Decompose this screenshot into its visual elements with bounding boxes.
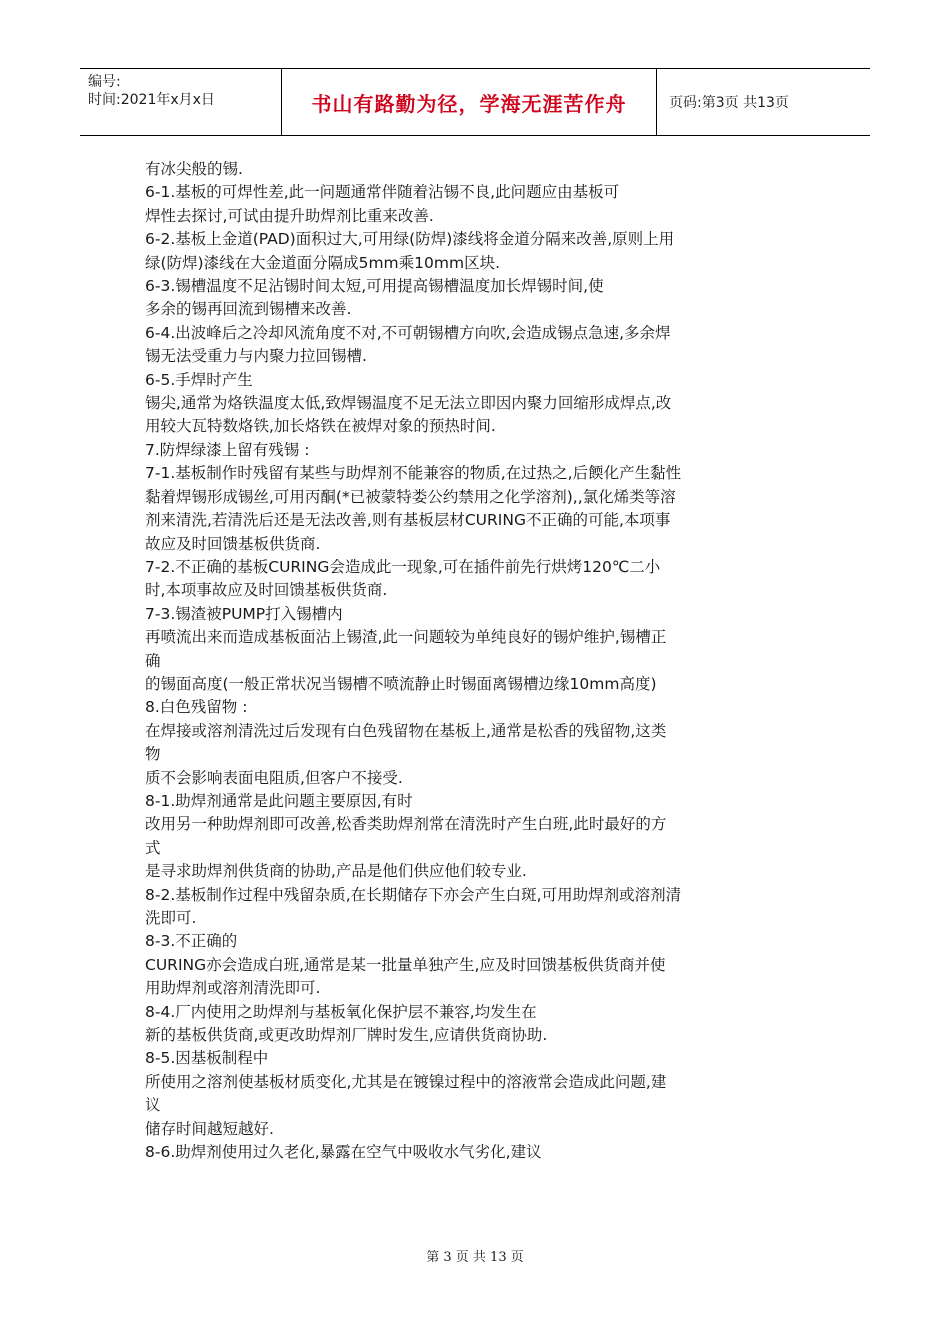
body-line: 绿(防焊)漆线在大金道面分隔成5mm乘10mm区块. bbox=[145, 253, 501, 272]
body-line: 洗即可. bbox=[145, 909, 197, 927]
body-line: 多余的锡再回流到锡槽来改善. bbox=[145, 300, 352, 319]
body-line: 在焊接或溶剂清洗过后发现有白色残留物在基板上,通常是松香的残留物,这类 bbox=[145, 721, 667, 740]
body-line: CURING亦会造成白班,通常是某一批量单独产生,应及时回馈基板供货商并使 bbox=[145, 955, 666, 974]
document-body bbox=[145, 158, 825, 1164]
body-line: 时,本项事故应及时回馈基板供货商. bbox=[145, 581, 388, 600]
body-line: 焊性去探讨,可试由提升助焊剂比重来改善. bbox=[145, 206, 434, 225]
body-line: 议 bbox=[145, 1096, 161, 1115]
body-line: 8-1.助焊剂通常是此问题主要原因,有时 bbox=[145, 791, 413, 810]
header-page-info: 页码:第3页 共13页 bbox=[669, 95, 789, 111]
page-header bbox=[80, 68, 870, 136]
body-line: 改用另一种助焊剂即可改善,松香类助焊剂常在清洗时产生白班,此时最好的方 bbox=[145, 815, 667, 834]
body-line: 用较大瓦特数烙铁,加长烙铁在被焊对象的预热时间. bbox=[145, 417, 496, 436]
body-line: 8-6.助焊剂使用过久老化,暴露在空气中吸收水气劣化,建议 bbox=[145, 1143, 542, 1162]
body-line: 6-2.基板上金道(PAD)面积过大,可用绿(防焊)漆线将金道分隔来改善,原则上用 bbox=[145, 230, 675, 249]
body-line: 锡尖,通常为烙铁温度太低,致焊锡温度不足无法立即因内聚力回缩形成焊点,改 bbox=[145, 394, 672, 413]
document-date: 时间:2021年x月x日 bbox=[88, 92, 215, 108]
body-line: 用助焊剂或溶剂清洗即可. bbox=[145, 979, 321, 998]
header-meta bbox=[80, 69, 282, 135]
body-line: 6-1.基板的可焊性差,此一问题通常伴随着沾锡不良,此问题应由基板可 bbox=[145, 183, 620, 202]
page-footer: 第 3 页 共 13 页 bbox=[426, 1250, 524, 1265]
body-line: 所使用之溶剂使基板材质变化,尤其是在镀镍过程中的溶液常会造成此问题,建 bbox=[145, 1072, 667, 1091]
body-line: 6-3.锡槽温度不足沾锡时间太短,可用提高锡槽温度加长焊锡时间,使 bbox=[145, 277, 604, 296]
body-line: 式 bbox=[145, 838, 161, 857]
body-line: 物 bbox=[145, 745, 161, 764]
body-line: 8-4.厂内使用之助焊剂与基板氧化保护层不兼容,均发生在 bbox=[145, 1002, 537, 1021]
body-line: 8-5.因基板制程中 bbox=[145, 1049, 269, 1068]
body-line: 故应及时回馈基板供货商. bbox=[145, 534, 321, 553]
body-line: 7-3.锡渣被PUMP打入锡槽内 bbox=[145, 604, 343, 623]
body-line: 再喷流出来而造成基板面沾上锡渣,此一问题较为单纯良好的锡炉维护,锡槽正 bbox=[145, 628, 667, 647]
body-line: 7.防焊绿漆上留有残锡 : bbox=[145, 440, 310, 459]
body-line: 7-2.不正确的基板CURING会造成此一现象,可在插件前先行烘烤120℃二小 bbox=[145, 557, 661, 576]
body-line: 质不会影响表面电阻质,但客户不接受. bbox=[145, 768, 403, 787]
body-line: 6-4.出波峰后之冷却风流角度不对,不可朝锡槽方向吹,会造成锡点急速,多余焊 bbox=[145, 323, 671, 342]
body-line: 锡无法受重力与内聚力拉回锡槽. bbox=[145, 347, 367, 366]
body-line: 6-5.手焊时产生 bbox=[145, 370, 253, 389]
body-line: 剂来清洗,若清洗后还是无法改善,则有基板层材CURING不正确的可能,本项事 bbox=[145, 511, 671, 530]
body-line: 储存时间越短越好. bbox=[145, 1119, 274, 1138]
body-line: 的锡面高度(一般正常状况当锡槽不喷流静止时锡面离锡槽边缘10mm高度) bbox=[145, 674, 657, 693]
body-line: 7-1.基板制作时残留有某些与助焊剂不能兼容的物质,在过热之,后餪化产生黏性 bbox=[145, 464, 682, 483]
header-motto: 书山有路勤为径，学海无涯苦作舟 bbox=[282, 69, 657, 135]
body-line: 黏着焊锡形成锡丝,可用丙酮(*已被蒙特娄公约禁用之化学溶剂),,氯化烯类等溶 bbox=[145, 487, 676, 506]
body-line: 8.白色残留物 : bbox=[145, 698, 248, 717]
body-line: 确 bbox=[145, 651, 161, 670]
body-line: 有冰尖般的锡. bbox=[145, 160, 243, 178]
document-number-label: 编号: bbox=[88, 74, 121, 90]
body-line: 8-2.基板制作过程中残留杂质,在长期储存下亦会产生白斑,可用助焊剂或溶剂清 bbox=[145, 885, 682, 904]
body-line: 8-3.不正确的 bbox=[145, 932, 238, 951]
body-line: 是寻求助焊剂供货商的协助,产品是他们供应他们较专业. bbox=[145, 862, 527, 881]
body-line: 新的基板供货商,或更改助焊剂厂牌时发生,应请供货商协助. bbox=[145, 1026, 548, 1045]
